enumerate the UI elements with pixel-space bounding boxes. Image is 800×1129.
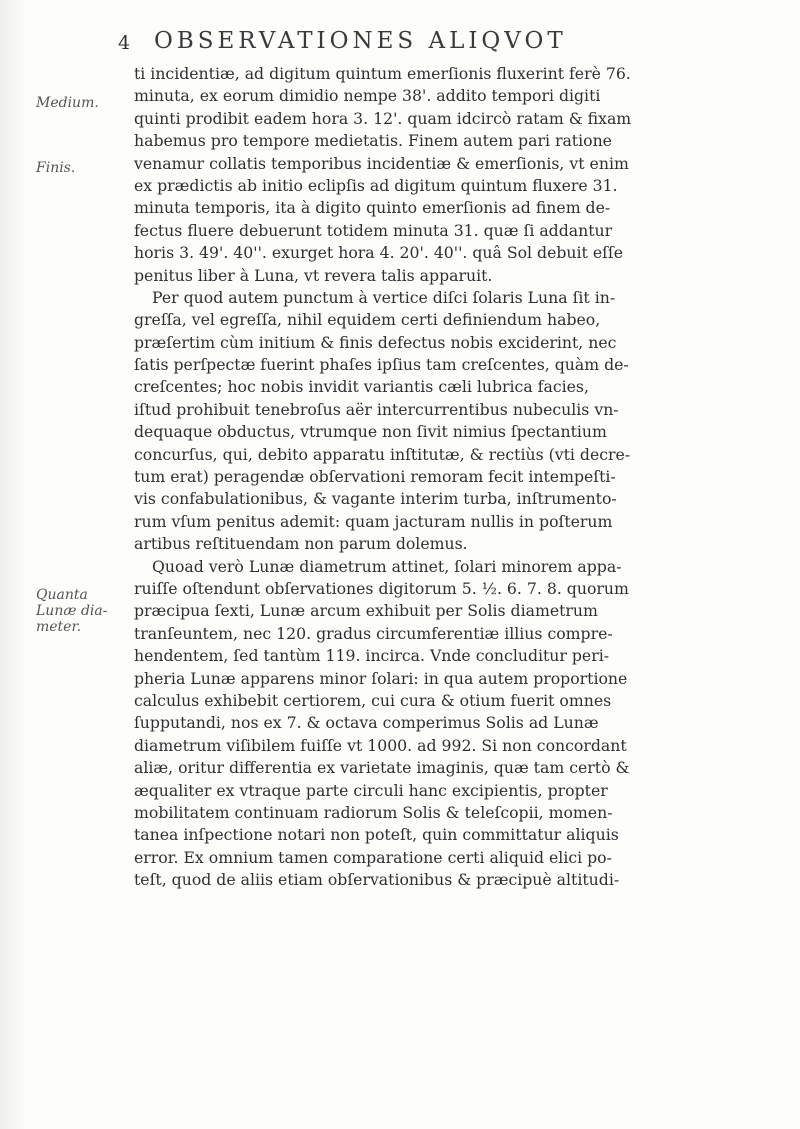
text-line: horis 3. 49'. 40''. exurget hora 4. 20'. 40''. quâ Sol debuit eſſe (134, 243, 624, 263)
text-line: dequaque obductus, vtrumque non ſivit nimius ſpectantium (134, 422, 607, 442)
text-line: artibus reſtituendam non parum dolemus. (134, 534, 468, 554)
margin-note-medium: Medium. (36, 95, 99, 111)
running-title: OBSERVATIONES ALIQVOT (154, 28, 567, 54)
margin-note-quanta-lunae-diameter: Quanta Lunæ dia-meter. (36, 587, 108, 635)
text-line: ruiſſe oſtendunt obſervationes digitorum 5. ½. 6. 7. 8. quorum (134, 578, 629, 598)
text-line: habemus pro tempore medietatis. Finem autem pari ratione (134, 131, 612, 151)
text-line: ſupputandi, nos ex 7. & octava comperimus Solis ad Lunæ (134, 713, 599, 733)
text-line: error. Ex omnium tamen comparatione certi aliquid elici po- (134, 847, 612, 867)
text-line: fectus fluere debuerunt totidem minuta 31. quæ ſi addantur (134, 220, 613, 240)
text-line: Quoad verò Lunæ diametrum attinet, ſolari minorem appa- (152, 556, 622, 576)
text-line: diametrum viſibilem fuiſſe vt 1000. ad 992. Si non concordant (134, 735, 627, 755)
text-line: creſcentes; hoc nobis invidit variantis cæli lubrica facies, (134, 377, 589, 397)
text-line: tanea inſpectione notari non poteſt, quin committatur aliquis (134, 825, 619, 845)
text-line: greſſa, vel egreſſa, nihil equidem certi definiendum habeo, (134, 310, 601, 330)
text-line: quinti prodibit eadem hora 3. 12'. quam idcircò ratam & fixam (134, 108, 632, 128)
text-line: rum vſum penitus ademit: quam jacturam nullis in poſterum (134, 511, 613, 531)
text-line: ſatis perſpectæ fuerint phaſes ipſius tam creſcentes, quàm de- (134, 355, 629, 375)
text-line: tum erat) peragendæ obſervationi remoram fecit intempeſti- (134, 467, 616, 487)
text-line: minuta temporis, ita à digito quinto emerſionis ad finem de- (134, 198, 611, 218)
text-line: penitus liber à Luna, vt revera talis apparuit. (134, 265, 493, 285)
text-line: mobilitatem continuam radiorum Solis & teleſcopii, momen- (134, 802, 613, 822)
text-line: pheria Lunæ apparens minor ſolari: in qua autem proportione (134, 668, 628, 688)
page-number: 4 (118, 32, 131, 54)
text-line: teſt, quod de aliis etiam obſervationibus & præcipuè altitudi- (134, 870, 620, 890)
text-line: ti incidentiæ, ad digitum quintum emerſionis fluxerint ferè 76. (134, 64, 631, 83)
text-line: venamur collatis temporibus incidentiæ & emerſionis, vt enim (134, 153, 629, 173)
text-line: calculus exhibebit certiorem, cui cura & otium fuerit omnes (134, 690, 612, 710)
text-line: vis confabulationibus, & vagante interim turba, inſtrumento- (134, 489, 617, 509)
margin-note-finis: Finis. (36, 160, 76, 176)
page-fold-shadow (0, 0, 26, 1129)
body-text (134, 63, 754, 891)
text-line: præſertim cùm initium & finis defectus nobis exciderint, nec (134, 332, 617, 352)
text-line: concurſus, qui, debito apparatu inſtitutæ, & rectiùs (vti decre- (134, 444, 631, 464)
text-line: æqualiter ex vtraque parte circuli hanc excipientis, propter (134, 780, 608, 800)
text-line: præcipua ſexti, Lunæ arcum exhibuit per Solis diametrum (134, 601, 598, 621)
text-line: tranſeuntem, nec 120. gradus circumferentiæ illius compre- (134, 623, 613, 643)
text-line: iſtud prohibuit tenebroſus aër intercurrentibus nubeculis vn- (134, 399, 619, 419)
text-line: Per quod autem punctum à vertice diſci ſolaris Luna ſit in- (152, 287, 616, 307)
text-line: minuta, ex eorum dimidio nempe 38'. addito tempori digiti (134, 86, 601, 106)
page-header (118, 28, 718, 60)
text-line: ex prædictis ab initio eclipſis ad digitum quintum fluxere 31. (134, 175, 618, 195)
text-line: hendentem, ſed tantùm 119. incirca. Vnde concluditur peri- (134, 646, 610, 666)
text-line: aliæ, oritur differentia ex varietate imaginis, quæ tam certò & (134, 758, 630, 778)
